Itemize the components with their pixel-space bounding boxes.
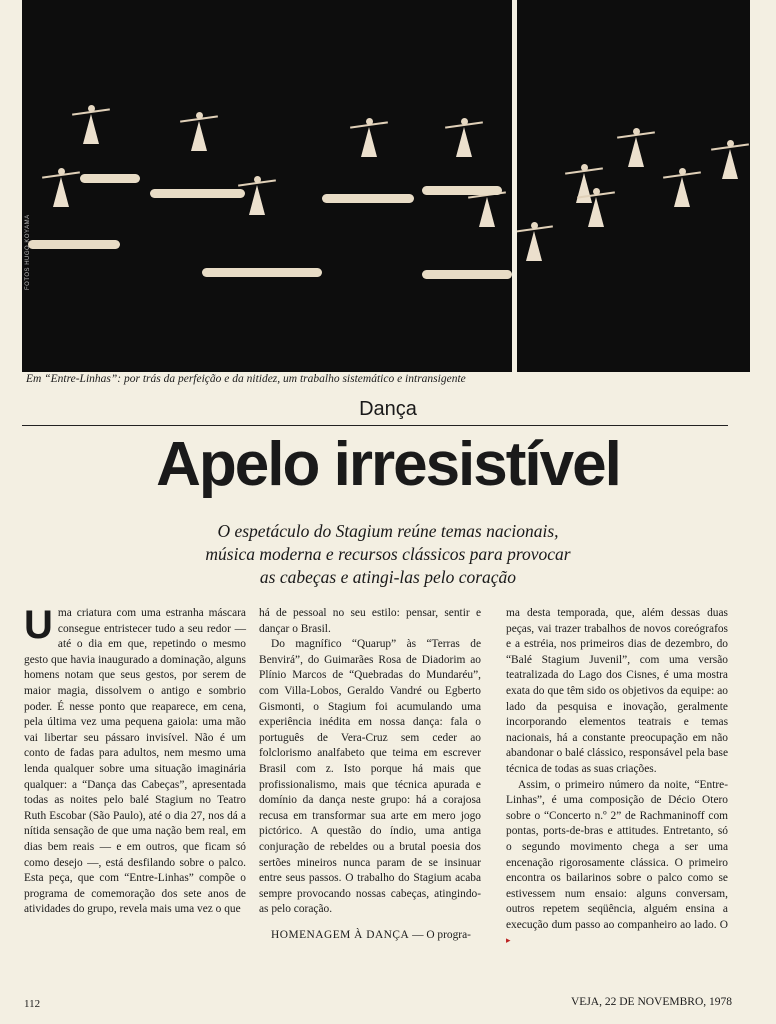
paragraph-text: — O progra- [409, 928, 471, 941]
deck-line: as cabeças e atingi-las pelo coração [259, 566, 517, 587]
dancer-figure [364, 118, 374, 164]
deck-line: O espetáculo do Stagium reúne temas nacionais, [217, 521, 559, 541]
dancer-figure [631, 128, 641, 174]
article-column-2 [259, 606, 481, 943]
end-of-article-icon: ▸ [506, 935, 511, 946]
photo-credit: FOTOS HUGO KOYAMA [25, 214, 31, 290]
dancer-figure [86, 105, 96, 151]
article-column-1 [24, 603, 246, 918]
reclining-dancer [202, 268, 322, 277]
dancer-figure [459, 118, 469, 164]
paragraph-text: Assim, o primeiro número da noite, “Entre-Linhas”, é uma composição de Décio Otero sobre o “Concerto n.º 2” de Rachmaninoff com pontas, ports-de-bras e attitudes. Entretanto, só o segundo movimento chega a ser uma encenação rigorosamente clássica. O primeiro encontra os bailarinos sobre o palco como se estivessem num ensaio: alguns conversam, outros repetem seqüência, alguém ensina a execução dum passo ao companheiro ao lado. O [506, 778, 728, 931]
publication-footer: VEJA, 22 DE NOVEMBRO, 1978 [571, 996, 732, 1008]
section-divider [22, 425, 728, 426]
article-paragraph [506, 778, 728, 950]
dancer-figure [725, 140, 735, 186]
dancer-figure [591, 188, 601, 234]
reclining-dancer [422, 270, 512, 279]
dance-photo-left [22, 0, 512, 372]
subheading: HOMENAGEM À DANÇA [271, 928, 410, 941]
photo-caption: Em “Entre-Linhas”: por trás da perfeição e da nitidez, um trabalho sistemático e intransigente [26, 373, 466, 385]
reclining-dancer [80, 174, 140, 183]
deck-line: música moderna e recursos clássicos para provocar [205, 543, 571, 564]
reclining-dancer [28, 240, 120, 249]
dance-photo-right [517, 0, 750, 372]
dancer-figure [677, 168, 687, 214]
dancer-figure [194, 112, 204, 158]
page-number: 112 [24, 998, 41, 1010]
drop-cap: U [24, 603, 53, 647]
article-column-3 [506, 606, 728, 949]
article-paragraph: ma desta temporada, que, além dessas duas peças, vai trazer trabalhos de novos coreógrafos e a estréia, nos primeiros dias de dezembro, do “Balé Stagium Juvenil”, com uma versão teatralizada do Lago dos Cisnes, é uma mostra exata do que têm sido os objetivos da equipe: ao lado da pesquisa e inovação, geralmente incorporando elementos teatrais e temas nacionais, há a constante preocupação em não abandonar o balé clássico, responsável pela base técnica de todas as suas criações. [506, 607, 728, 775]
reclining-dancer [422, 186, 502, 195]
deck-subtitle [0, 520, 776, 588]
headline: Apelo irresistível [156, 430, 620, 499]
section-label: Dança [359, 398, 417, 420]
article-paragraph: Do magnífico “Quarup” às “Terras de Benvirá”, do Guimarães Rosa de Diadorim ao Plínio Marcos de “Quebradas do Mundaréu”, com Villa-Lobos, Geraldo Vandré ou Egberto Gismonti, o Stagium foi acumulando uma experiência inédita em nossa dança: fala o português de Vera-Cruz sem ceder ao folclorismo analfabeto que teima em escrever Brasil com z. Isto porque há mais que profissionalismo, mais que técnica apurada e domínio da dança neste grupo: há a corajosa recusa em transformar sua arte em mero jogo pictórico. A questão do índio, uma antiga conjuração de rebeldes ou a brutal poesia dos sertões mineiros nunca param de se insinuar entre seus passos. O trabalho do Stagium acaba sempre provocando nossas cabeças, atingindo-as pelo coração. [259, 638, 481, 916]
article-paragraph [24, 603, 246, 918]
dancer-figure [252, 176, 262, 222]
article-paragraph: há de pessoal no seu estilo: pensar, sentir e dançar o Brasil. [259, 607, 481, 635]
reclining-dancer [322, 194, 414, 203]
paragraph-text: ma criatura com uma estranha máscara consegue entristecer tudo a seu redor — até o dia em que, repetindo o mesmo gesto que havia inaugurado a dominação, alguns homens notam que seus gestos, por serem de maior magia, dissolvem o antigo e sombrio poder. É nesse ponto que reaparece, em cena, pela última vez uma pequena gaiola: uma mão vai libertar seu pássaro invisível. Não é um conto de fadas para adultos, nem mesmo uma lenda qualquer sobre uma situação imaginária qualquer: a “Dança das Cabeças”, apresentada todas as noites pelo balé Stagium no Teatro Ruth Escobar (São Paulo), até o dia 27, nos dá a nítida sensação de que uma nação bem real, em dias bem reais — e em outros, que ficam só como desejo —, está desfilando sobre o palco. Esta peça, que com “Entre-Linhas” compõe o programa de comemoração dos sete anos de atividades do grupo, revela mais uma vez o que [24, 607, 246, 916]
article-paragraph [259, 928, 481, 944]
dancer-figure [56, 168, 66, 214]
dancer-figure [529, 222, 539, 268]
reclining-dancer [150, 189, 245, 198]
